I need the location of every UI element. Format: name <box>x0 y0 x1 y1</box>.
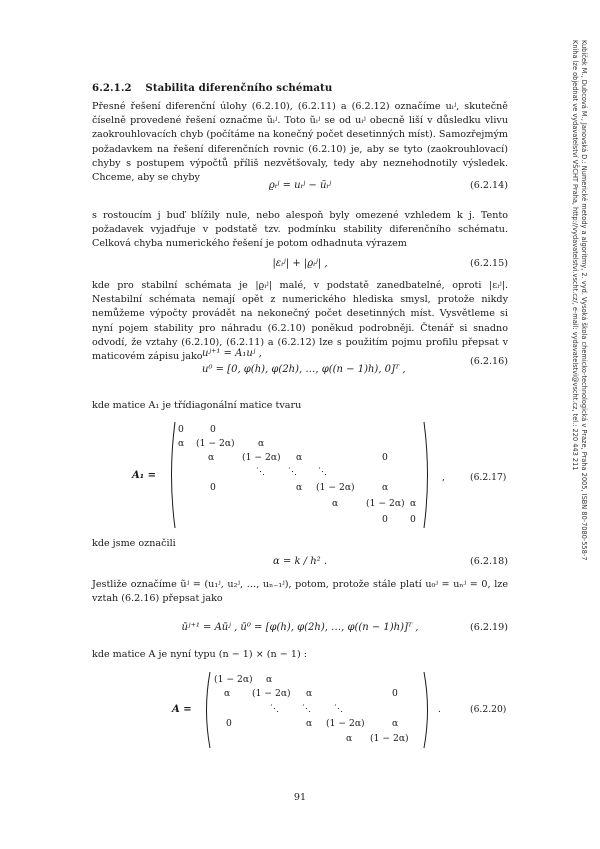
matrix-a1-block <box>92 420 508 530</box>
matrix-a-right-bracket <box>422 670 432 750</box>
matrix-a1-left-bracket <box>167 420 177 530</box>
equation-6-2-18 <box>92 556 508 576</box>
section-title: Stabilita diferenčního schématu <box>145 82 333 94</box>
matrix-a1-cell: α <box>382 482 389 493</box>
matrix-a1-cell: 0 <box>210 482 216 493</box>
matrix-a1-cell: α <box>178 438 185 449</box>
paragraph-5: kde jsme označili <box>92 538 176 549</box>
matrix-a-cell: α <box>392 718 399 729</box>
matrix-a1-cell: α <box>258 438 265 449</box>
matrix-a1-cell: 0 <box>210 424 216 435</box>
page-number: 91 <box>293 792 307 803</box>
paragraph-7: kde matice A je nyní typu (n − 1) × (n − 1) : <box>92 649 307 660</box>
equation-line-2: u⁰ = [0, φ(h), φ(2h), …, φ((n − 1)h), 0]ᵀ , <box>202 364 406 375</box>
matrix-a1-cell: ⋱ <box>288 466 298 477</box>
paragraph-6: Jestliže označíme ũʲ = (u₁ʲ, u₂ʲ, …, uₙ₋₁ʲ), potom, protože stále platí u₀ʲ = uₙʲ = 0, lze vztah (6.2.16) přepsat jako <box>92 579 508 605</box>
matrix-a-cell: α <box>306 688 313 699</box>
matrix-a-cell: (1 − 2α) <box>252 688 291 699</box>
matrix-a1-cell: α <box>296 482 303 493</box>
equation-body: ϱᵢʲ = uᵢʲ − ũᵢʲ <box>268 180 332 191</box>
equation-6-2-15 <box>92 258 508 278</box>
section-number: 6.2.1.2 <box>92 82 132 94</box>
matrix-a1-cell: α <box>296 452 303 463</box>
paragraph-3: kde pro stabilní schémata je |ϱᵢʲ| malé, v podstatě zanedbatelné, oproti |εᵢʲ|. Nestabilní schémata nemají opět z numerického hlediska smysl, protože nikdy nemůžeme výpočty provádět na nekonečný počet desetinných míst. Vysvětleme si nyní pojem stability pro náhradu (6.2.10) poněkud podrobněji. Čtenář si snadno odvodí, že vztahy (6.2.10), (6.2.11) a (6.2.12) lze s použitím pojmu profilu přepsat v maticovém zápisu jako <box>92 280 508 363</box>
matrix-a1-cell: 0 <box>382 514 388 525</box>
side-note-line-1: Kubíček M., Dubcová M., Janovská D.: Numerické metody a algoritmy, 2. vyd. Vysoká škola chemicko-technologická v Praze, Praha 2005, ISBN 80-7080-558-7 <box>580 40 588 561</box>
equation-number: (6.2.15) <box>469 258 508 269</box>
equation-line-1: uʲ⁺¹ = A₁uʲ , <box>202 348 262 359</box>
paragraph-4: kde matice A₁ je třídiagonální matice tvaru <box>92 400 302 411</box>
matrix-a1-trailing-comma: , <box>442 472 445 483</box>
matrix-a-cell: 0 <box>226 718 232 729</box>
matrix-a1-cell: α <box>410 498 417 509</box>
matrix-a1-cell: α <box>332 498 339 509</box>
matrix-a-block <box>92 670 508 750</box>
section-heading <box>92 82 332 94</box>
matrix-a1-cell: (1 − 2α) <box>196 438 235 449</box>
equation-number: (6.2.17) <box>470 472 507 483</box>
side-note-text <box>570 40 588 560</box>
matrix-a-cell: α <box>224 688 231 699</box>
matrix-a-cell: α <box>346 733 353 744</box>
matrix-a1-cell: (1 − 2α) <box>242 452 281 463</box>
matrix-a-trailing-period: . <box>438 704 441 715</box>
matrix-a1-cell: (1 − 2α) <box>366 498 405 509</box>
paragraph-1: Přesné řešení diferenční úlohy (6.2.10), (6.2.11) a (6.2.12) označíme uᵢʲ, skutečně číselně provedené řešení označme ũᵢʲ. Toto ũᵢʲ se od uᵢʲ obecně liší v důsledku vlivu zaokrouhlovacích chyb (počítáme na konečný počet desetinných míst). Samozřejmým požadavkem na řešení diferenčních rovnic (6.2.10) je, aby se tyto (zaokrouhlovací) chyby s postupem výpočtů příliš nezvětšovaly, tedy aby neznehodnotily výsledek. Chceme, aby se chyby <box>92 101 508 184</box>
matrix-a-cell: ⋱ <box>270 703 280 714</box>
matrix-a1-cell: ⋱ <box>256 466 266 477</box>
equation-number: (6.2.16) <box>469 356 508 367</box>
matrix-a-cell: 0 <box>392 688 398 699</box>
matrix-a-cell: α <box>306 718 313 729</box>
matrix-a-cell: ⋱ <box>334 703 344 714</box>
matrix-a-left-bracket <box>202 670 212 750</box>
side-margin-note <box>518 40 588 640</box>
matrix-a1-cell: 0 <box>410 514 416 525</box>
matrix-a-cell: (1 − 2α) <box>214 674 253 685</box>
equation-6-2-16 <box>92 348 508 388</box>
matrix-a-cell: (1 − 2α) <box>370 733 409 744</box>
matrix-a1-cell: (1 − 2α) <box>316 482 355 493</box>
paragraph-2: s rostoucím j buď blížily nule, nebo alespoň byly omezené vzhledem k j. Tento požadavek vyjadřuje v podstatě tzv. podmínku stability diferenčního schématu. Celková chyba numerického řešení je potom odhadnuta výrazem <box>92 210 508 250</box>
matrix-a-cell: α <box>266 674 273 685</box>
equation-number: (6.2.19) <box>469 622 508 633</box>
matrix-a1-right-bracket <box>422 420 432 530</box>
equation-number: (6.2.20) <box>470 704 507 715</box>
matrix-a-cell: (1 − 2α) <box>326 718 365 729</box>
matrix-a1-cell: α <box>208 452 215 463</box>
matrix-a1-cell: ⋱ <box>318 466 328 477</box>
matrix-a1-cell: 0 <box>382 452 388 463</box>
equation-6-2-14 <box>92 180 508 200</box>
side-note-line-2: Kniha lze objednat ve vydavatelství VŠCHT Praha, http://vydavatelstvi.vscht.cz/, e-mail: vydavatelstvi@vscht.cz, tel.: 220 443 211 <box>571 40 579 471</box>
equation-number: (6.2.14) <box>469 180 508 191</box>
matrix-a1-cell: 0 <box>178 424 184 435</box>
matrix-a-cell: ⋱ <box>302 703 312 714</box>
equation-body: ūʲ⁺¹ = Aūʲ , ū⁰ = [φ(h), φ(2h), …, φ((n − 1)h)]ᵀ , <box>181 622 419 633</box>
equation-number: (6.2.18) <box>469 556 508 567</box>
equation-body: |εᵢʲ| + |ϱᵢʲ| , <box>272 258 328 269</box>
equation-body: α = k / h² . <box>272 556 328 567</box>
equation-6-2-19 <box>92 622 508 642</box>
matrix-a-label: A = <box>172 704 192 715</box>
matrix-a1-label: A₁ = <box>132 470 156 481</box>
